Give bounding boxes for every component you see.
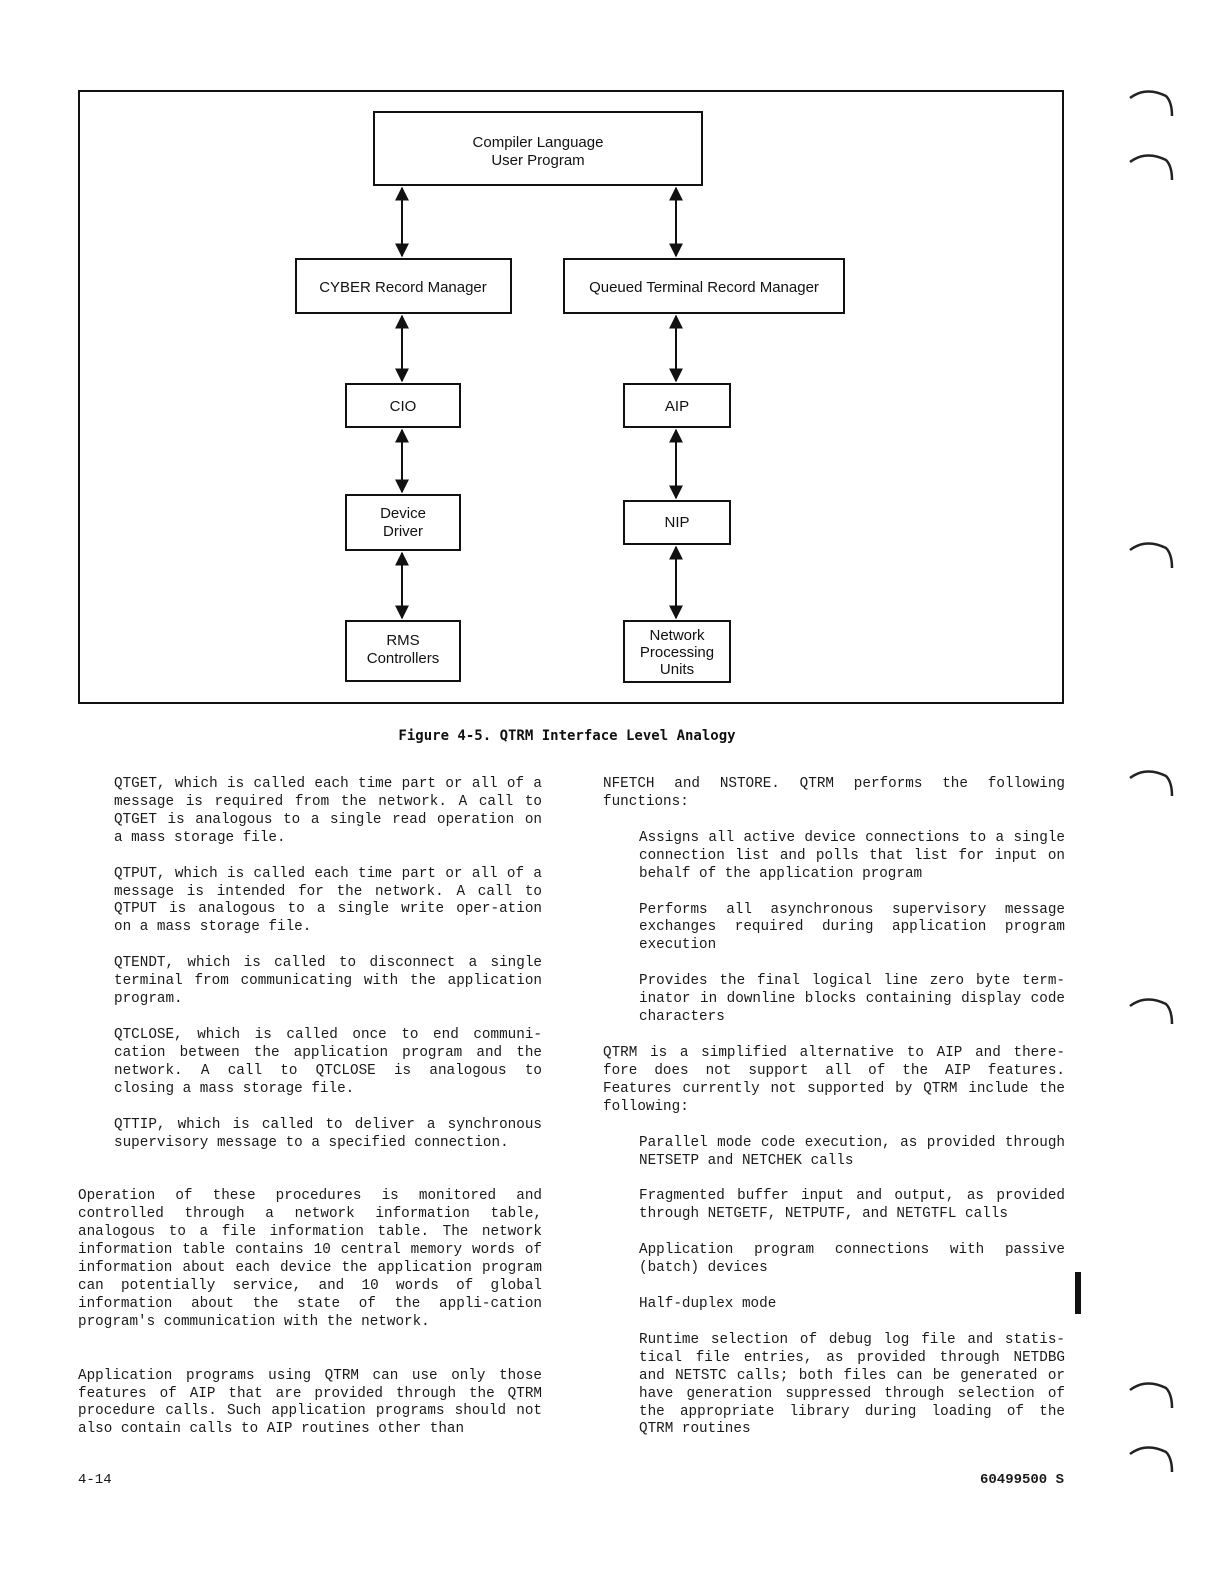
figure-caption: Figure 4-5. QTRM Interface Level Analogy — [398, 728, 736, 744]
qtclose-paragraph: QTCLOSE, which is called once to end communi-cation between the application program and the network. A call to QTCLOSE is analogous to closing a mass storage file. — [114, 1026, 542, 1097]
crm-label: CYBER Record Manager — [319, 279, 487, 296]
alternative-paragraph: QTRM is a simplified alternative to AIP and there-fore does not support all of the AIP features. Features currently not supported by QTRM include the following: — [603, 1044, 1065, 1115]
functions-lead: NFETCH and NSTORE. QTRM performs the following functions: — [603, 776, 1065, 810]
compiler-label: Compiler Language User Program — [472, 134, 604, 169]
qtendt-paragraph: QTENDT, which is called to disconnect a single terminal from communicating with the application program. — [114, 955, 542, 1008]
qtget-paragraph: QTGET, which is called each time part or all of a message is required from the network. A call to QTGET is analogous to a single read operation on a mass storage file. — [114, 776, 542, 846]
function-item: Provides the final logical line zero byte term-inator in downline blocks containing display code characters — [639, 973, 1065, 1026]
binder-hole-mark — [1128, 992, 1176, 1032]
nip-label: NIP — [664, 514, 690, 531]
cio-label: CIO — [389, 398, 417, 415]
function-item: Performs all asynchronous supervisory message exchanges required during application program execution — [639, 901, 1065, 954]
page-number: 4-14 — [78, 1472, 112, 1488]
binder-hole-mark — [1128, 764, 1176, 804]
unsupported-item: Half-duplex mode — [639, 1296, 777, 1313]
npu-label: Network Processing Units — [639, 627, 715, 678]
document-number: 60499500 S — [979, 1472, 1064, 1488]
interface-diagram — [0, 0, 1220, 720]
aip-label: AIP — [664, 398, 690, 415]
operation-paragraph: Operation of these procedures is monitored and controlled through a network information table, analogous to a file information table. The network information table contains 10 central memory words of information about each device the application program can potentially service, and 10 words of global information about the state of the appli-cation program's communication with the network. — [78, 1188, 542, 1330]
qtrm-label: Queued Terminal Record Manager — [589, 279, 819, 296]
qttip-paragraph: QTTIP, which is called to deliver a synchronous supervisory message to a specified connection. — [114, 1116, 542, 1151]
change-bar — [1075, 1272, 1081, 1314]
device-driver-label: Device Driver — [380, 505, 426, 540]
left-column — [78, 776, 542, 1457]
binder-hole-mark — [1128, 84, 1176, 124]
unsupported-item: Application program connections with passive (batch) devices — [639, 1242, 1065, 1277]
right-column — [603, 776, 1065, 1457]
unsupported-item: Fragmented buffer input and output, as provided through NETGETF, NETPUTF, and NETGTFL calls — [639, 1188, 1065, 1223]
binder-hole-mark — [1128, 536, 1176, 576]
function-item: Assigns all active device connections to a single connection list and polls that list for input on behalf of the application program — [639, 829, 1065, 882]
qtput-paragraph: QTPUT, which is called each time part or all of a message is intended for the network. A call to QTPUT is analogous to a single write oper-ation on a mass storage file. — [114, 865, 542, 936]
unsupported-item: Runtime selection of debug log file and statis-tical file entries, as provided through NETDBG and NETSTC calls; both files can be generated or have generation suppressed through selection of the appropriate library during loading of the QTRM routines — [639, 1331, 1065, 1438]
rms-label: RMS Controllers — [366, 632, 440, 667]
unsupported-item: Parallel mode code execution, as provided through NETSETP and NETCHEK calls — [639, 1134, 1065, 1169]
binder-hole-mark — [1128, 1440, 1176, 1480]
application-programs-paragraph: Application programs using QTRM can use only those features of AIP that are provided through the QTRM procedure calls. Such application programs should not also contain calls to AIP routines other than — [78, 1367, 542, 1438]
binder-hole-mark — [1128, 1376, 1176, 1416]
binder-hole-mark — [1128, 148, 1176, 188]
